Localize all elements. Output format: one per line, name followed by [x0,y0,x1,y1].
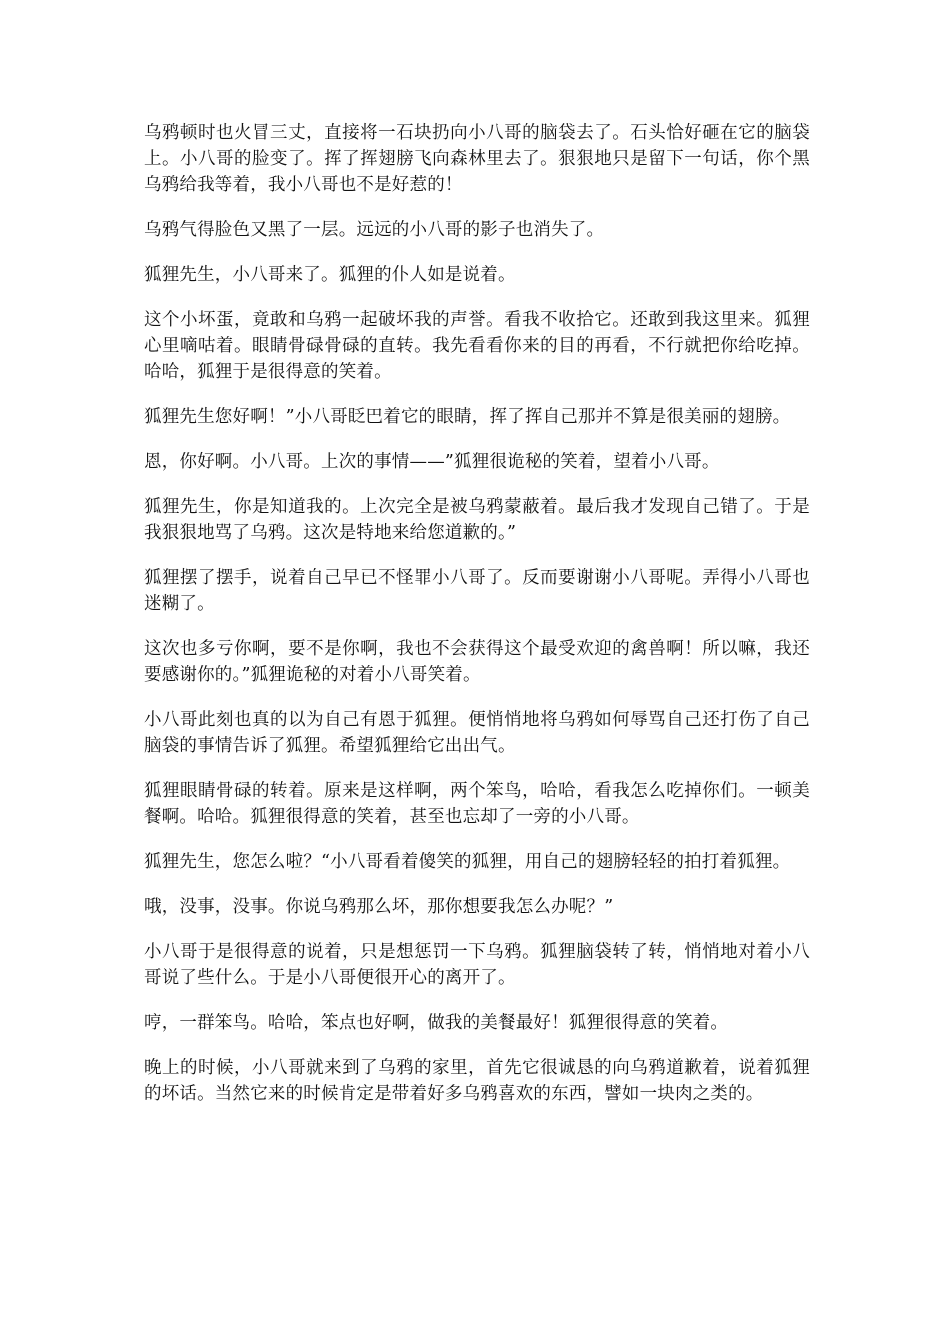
document-body [144,120,810,1126]
paragraph-3: 狐狸先生，小八哥来了。狐狸的仆人如是说着。 [144,265,516,285]
paragraph-9: 这次也多亏你啊，要不是你啊，我也不会获得这个最受欢迎的禽兽啊！所以嘛，我还要感谢你的。”狐狸诡秘的对着小八哥笑着。 [144,639,810,685]
paragraph-4: 这个小坏蛋，竟敢和乌鸦一起破坏我的声誉。看我不收拾它。还敢到我这里来。狐狸心里嘀咕着。眼睛骨碌骨碌的直转。我先看看你来的目的再看，不行就把你给吃掉。哈哈，狐狸于是很得意的笑着。 [144,310,810,382]
paragraph-10: 小八哥此刻也真的以为自己有恩于狐狸。便悄悄地将乌鸦如何辱骂自己还打伤了自己脑袋的事情告诉了狐狸。希望狐狸给它出出气。 [144,710,810,756]
paragraph-1: 乌鸦顿时也火冒三丈，直接将一石块扔向小八哥的脑袋去了。石头恰好砸在它的脑袋上。小八哥的脸变了。挥了挥翅膀飞向森林里去了。狠狠地只是留下一句话，你个黑乌鸦给我等着，我小八哥也不是好惹的！ [144,123,810,195]
paragraph-8: 狐狸摆了摆手，说着自己早已不怪罪小八哥了。反而要谢谢小八哥呢。弄得小八哥也迷糊了。 [144,568,810,614]
paragraph-11: 狐狸眼睛骨碌的转着。原来是这样啊，两个笨鸟，哈哈，看我怎么吃掉你们。一顿美餐啊。哈哈。狐狸很得意的笑着，甚至也忘却了一旁的小八哥。 [144,781,810,827]
paragraph-12: 狐狸先生，您怎么啦？“小八哥看着傻笑的狐狸，用自己的翅膀轻轻的拍打着狐狸。 [144,852,791,872]
paragraph-16: 晚上的时候，小八哥就来到了乌鸦的家里，首先它很诚恳的向乌鸦道歉着，说着狐狸的坏话。当然它来的时候肯定是带着好多乌鸦喜欢的东西，譬如一块肉之类的。 [144,1058,810,1104]
paragraph-14: 小八哥于是很得意的说着，只是想惩罚一下乌鸦。狐狸脑袋转了转，悄悄地对着小八哥说了些什么。于是小八哥便很开心的离开了。 [144,942,810,988]
paragraph-5: 狐狸先生您好啊！”小八哥眨巴着它的眼睛，挥了挥自己那并不算是很美丽的翅膀。 [144,407,791,427]
paragraph-7: 狐狸先生，你是知道我的。上次完全是被乌鸦蒙蔽着。最后我才发现自己错了。于是我狠狠地骂了乌鸦。这次是特地来给您道歉的。” [144,497,810,543]
paragraph-15: 哼，一群笨鸟。哈哈，笨点也好啊，做我的美餐最好！狐狸很得意的笑着。 [144,1013,729,1033]
paragraph-13: 哦，没事，没事。你说乌鸦那么坏，那你想要我怎么办呢？” [144,897,614,917]
paragraph-2: 乌鸦气得脸色又黑了一层。远远的小八哥的影子也消失了。 [144,220,605,240]
paragraph-6: 恩，你好啊。小八哥。上次的事情——”狐狸很诡秘的笑着，望着小八哥。 [144,452,720,472]
